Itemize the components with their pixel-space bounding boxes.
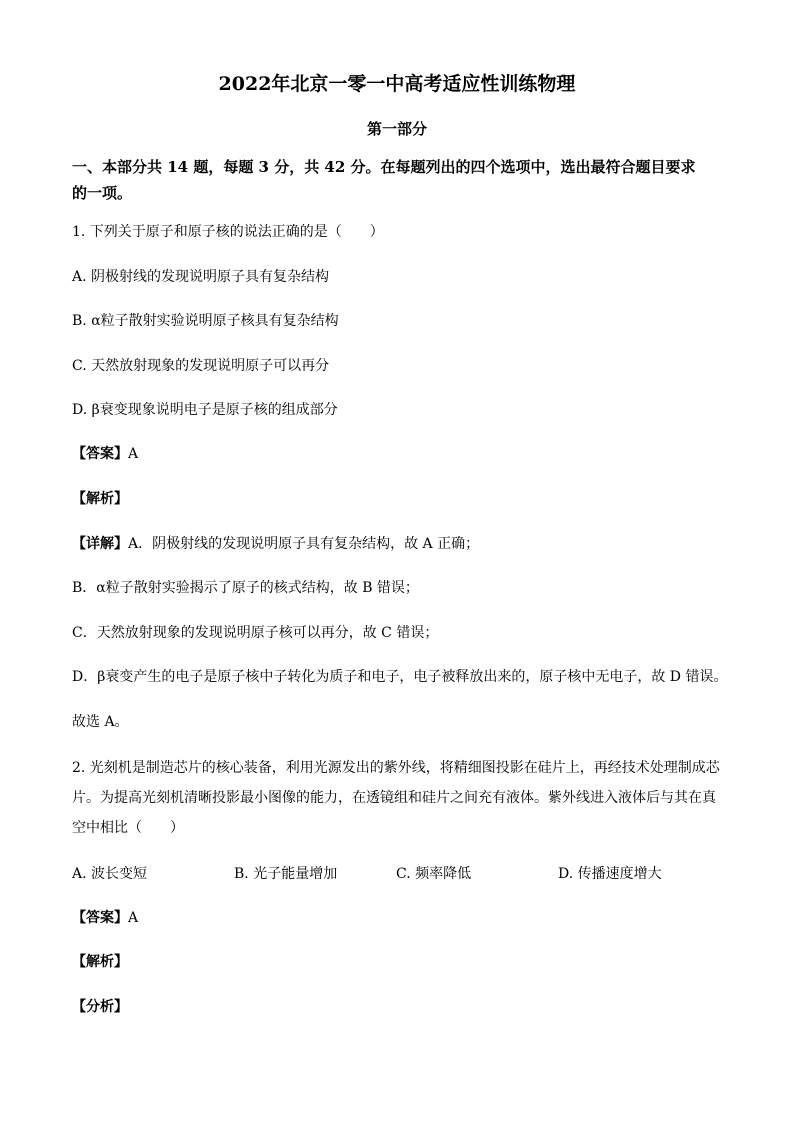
q2-option-a: A. 波长变短 bbox=[72, 866, 148, 882]
q1-detail-b: B．α粒子散射实验揭示了原子的核式结构，故 B 错误； bbox=[72, 580, 419, 596]
q1-option-c: C. 天然放射现象的发现说明原子可以再分 bbox=[72, 358, 330, 374]
q2-answer-label: 【答案】 bbox=[72, 910, 128, 926]
page-title: 2022年北京一零一中高考适应性训练物理 bbox=[218, 73, 576, 95]
q1-answer-label: 【答案】 bbox=[72, 446, 128, 462]
q1-answer bbox=[72, 444, 138, 464]
q1-option-b: B. α粒子散射实验说明原子核具有复杂结构 bbox=[72, 313, 339, 329]
q2-stem-line2: 片。为提高光刻机清晰投影最小图像的能力，在透镜组和硅片之间充有液体。紫外线进入液体后与其在真 bbox=[72, 790, 716, 806]
q2-option-c: C. 频率降低 bbox=[396, 866, 472, 882]
q2-answer-value: A bbox=[128, 910, 139, 926]
q2-stem-line1: 2. 光刻机是制造芯片的核心装备，利用光源发出的紫外线，将精细图投影在硅片上，再经技术处理制成芯 bbox=[72, 760, 720, 776]
part-heading: 第一部分 bbox=[366, 120, 427, 138]
section-instructions-line1: 一、本部分共 14 题，每题 3 分，共 42 分。在每题列出的四个选项中，选出最符合题目要求 bbox=[72, 158, 696, 176]
q2-analysis-label: 【解析】 bbox=[72, 954, 128, 970]
q1-detail-a-text: A．阴极射线的发现说明原子具有复杂结构，故 A 正确； bbox=[128, 536, 480, 552]
q2-answer bbox=[72, 908, 138, 928]
q1-option-d: D. β衰变现象说明电子是原子核的组成部分 bbox=[72, 402, 338, 418]
q1-detail-d: D．β衰变产生的电子是原子核中子转化为质子和电子，电子被释放出来的，原子核中无电子，故 D 错误。 bbox=[72, 669, 728, 685]
q1-detail-c: C．天然放射现象的发现说明原子核可以再分，故 C 错误； bbox=[72, 625, 439, 641]
q2-stem-line3: 空中相比（ ） bbox=[72, 820, 184, 836]
q1-answer-value: A bbox=[128, 446, 139, 462]
q1-stem: 1. 下列关于原子和原子核的说法正确的是（ ） bbox=[72, 224, 384, 240]
q2-option-b: B. 光子能量增加 bbox=[234, 866, 338, 882]
q1-detail-label: 【详解】 bbox=[72, 536, 128, 552]
section-instructions-line2: 的一项。 bbox=[72, 184, 133, 202]
q1-detail-a bbox=[72, 534, 479, 554]
q1-analysis-label: 【解析】 bbox=[72, 491, 128, 507]
q2-fenxi-label: 【分析】 bbox=[72, 999, 128, 1015]
q1-conclusion: 故选 A。 bbox=[72, 714, 129, 730]
q2-option-d: D. 传播速度增大 bbox=[558, 866, 662, 882]
q1-option-a: A. 阴极射线的发现说明原子具有复杂结构 bbox=[72, 269, 330, 285]
